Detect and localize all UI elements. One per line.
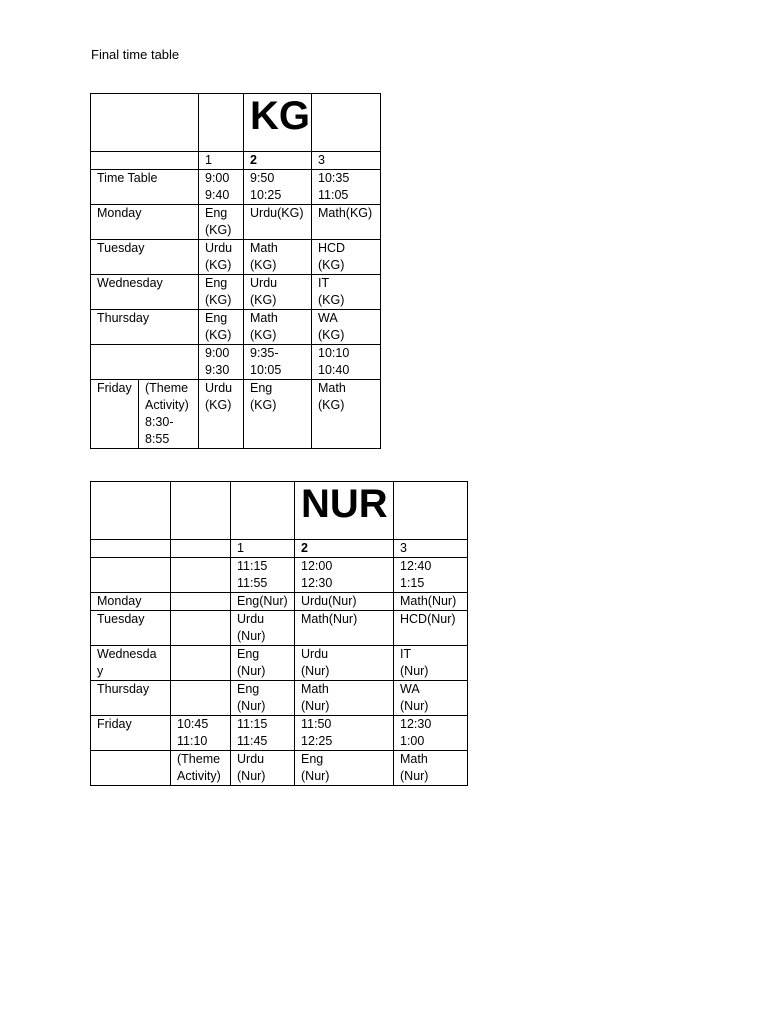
table-cell: Eng (Nur) (295, 751, 394, 786)
row-label: Friday (91, 716, 171, 751)
table-header-row (91, 94, 381, 152)
row-label: Monday (91, 593, 171, 611)
table-cell: 12:30 1:00 (394, 716, 468, 751)
nur-timetable (90, 481, 468, 786)
row-label: Thursday (91, 310, 199, 345)
table-cell (171, 482, 231, 540)
kg-timetable (90, 93, 381, 449)
table-cell: 9:50 10:25 (244, 170, 312, 205)
row-label: Thursday (91, 681, 171, 716)
table-row (91, 751, 468, 786)
table-cell: Eng (Nur) (231, 646, 295, 681)
table-row (91, 170, 381, 205)
table-cell: (Theme Activity) 8:30- 8:55 (139, 380, 199, 449)
document-title: Final time table (91, 47, 180, 62)
table-cell: IT (KG) (312, 275, 381, 310)
table-row (91, 345, 381, 380)
table-cell (171, 611, 231, 646)
table-cell: Math (KG) (312, 380, 381, 449)
table-row (91, 646, 468, 681)
table-row (91, 593, 468, 611)
table-cell: 10:10 10:40 (312, 345, 381, 380)
table-cell: Urdu (Nur) (231, 751, 295, 786)
table-cell: Math (Nur) (394, 751, 468, 786)
table-row (91, 275, 381, 310)
table-cell: Urdu(KG) (244, 205, 312, 240)
table-cell: 9:00 9:30 (199, 345, 244, 380)
table-cell: Math(Nur) (394, 593, 468, 611)
table-cell: Math(Nur) (295, 611, 394, 646)
table-cell: Math(KG) (312, 205, 381, 240)
table-cell (312, 94, 381, 152)
table-cell: 9:35- 10:05 (244, 345, 312, 380)
table-row (91, 205, 381, 240)
table-cell (171, 593, 231, 611)
period-number: 1 (199, 152, 244, 170)
period-number-row (91, 152, 381, 170)
table-cell: Eng(Nur) (231, 593, 295, 611)
table-cell (171, 558, 231, 593)
table-row (91, 611, 468, 646)
table-cell: Eng (KG) (199, 310, 244, 345)
table-cell: Urdu (KG) (199, 380, 244, 449)
row-label: Tuesday (91, 240, 199, 275)
table-cell: WA (Nur) (394, 681, 468, 716)
period-number: 2 (295, 540, 394, 558)
table-row (91, 380, 381, 449)
table-row (91, 681, 468, 716)
table-cell (231, 482, 295, 540)
table-cell (171, 646, 231, 681)
period-number: 1 (231, 540, 295, 558)
table-cell: Eng (Nur) (231, 681, 295, 716)
table-cell: IT (Nur) (394, 646, 468, 681)
row-label: Tuesday (91, 611, 171, 646)
table-cell (199, 94, 244, 152)
table-cell: 12:00 12:30 (295, 558, 394, 593)
table-cell: Eng (KG) (199, 275, 244, 310)
table-cell: 10:35 11:05 (312, 170, 381, 205)
table-cell (91, 482, 171, 540)
table-cell: 11:15 11:45 (231, 716, 295, 751)
table-cell: WA (KG) (312, 310, 381, 345)
period-number-row (91, 540, 468, 558)
table-cell: Math (KG) (244, 240, 312, 275)
table-cell: HCD (KG) (312, 240, 381, 275)
table-cell: Eng (KG) (244, 380, 312, 449)
row-label (91, 751, 171, 786)
table-cell: Math (Nur) (295, 681, 394, 716)
table-row (91, 558, 468, 593)
period-number: 2 (244, 152, 312, 170)
row-label: Wednesda y (91, 646, 171, 681)
table-cell: Urdu (KG) (244, 275, 312, 310)
table-cell (91, 152, 199, 170)
table-cell: 12:40 1:15 (394, 558, 468, 593)
table-cell: Urdu (Nur) (295, 646, 394, 681)
table-cell: Urdu(Nur) (295, 593, 394, 611)
table-cell: Urdu (Nur) (231, 611, 295, 646)
row-label: Monday (91, 205, 199, 240)
table-cell (394, 482, 468, 540)
period-number: 3 (394, 540, 468, 558)
row-label (91, 558, 171, 593)
table-row (91, 240, 381, 275)
table-cell (91, 94, 199, 152)
row-label: Time Table (91, 170, 199, 205)
table-cell: 11:50 12:25 (295, 716, 394, 751)
table-cell (171, 681, 231, 716)
table-cell: 9:00 9:40 (199, 170, 244, 205)
row-label: Wednesday (91, 275, 199, 310)
table-cell: (Theme Activity) (171, 751, 231, 786)
table-cell: Urdu (KG) (199, 240, 244, 275)
table-cell: 10:45 11:10 (171, 716, 231, 751)
table-cell (171, 540, 231, 558)
class-heading: NUR (295, 482, 394, 540)
table-header-row (91, 482, 468, 540)
period-number: 3 (312, 152, 381, 170)
row-label: Friday (91, 380, 139, 449)
table-row (91, 310, 381, 345)
row-label (91, 345, 199, 380)
table-cell (91, 540, 171, 558)
table-cell: Eng (KG) (199, 205, 244, 240)
class-heading: KG (244, 94, 312, 152)
table-cell: Math (KG) (244, 310, 312, 345)
table-cell: 11:15 11:55 (231, 558, 295, 593)
table-cell: HCD(Nur) (394, 611, 468, 646)
table-row (91, 716, 468, 751)
